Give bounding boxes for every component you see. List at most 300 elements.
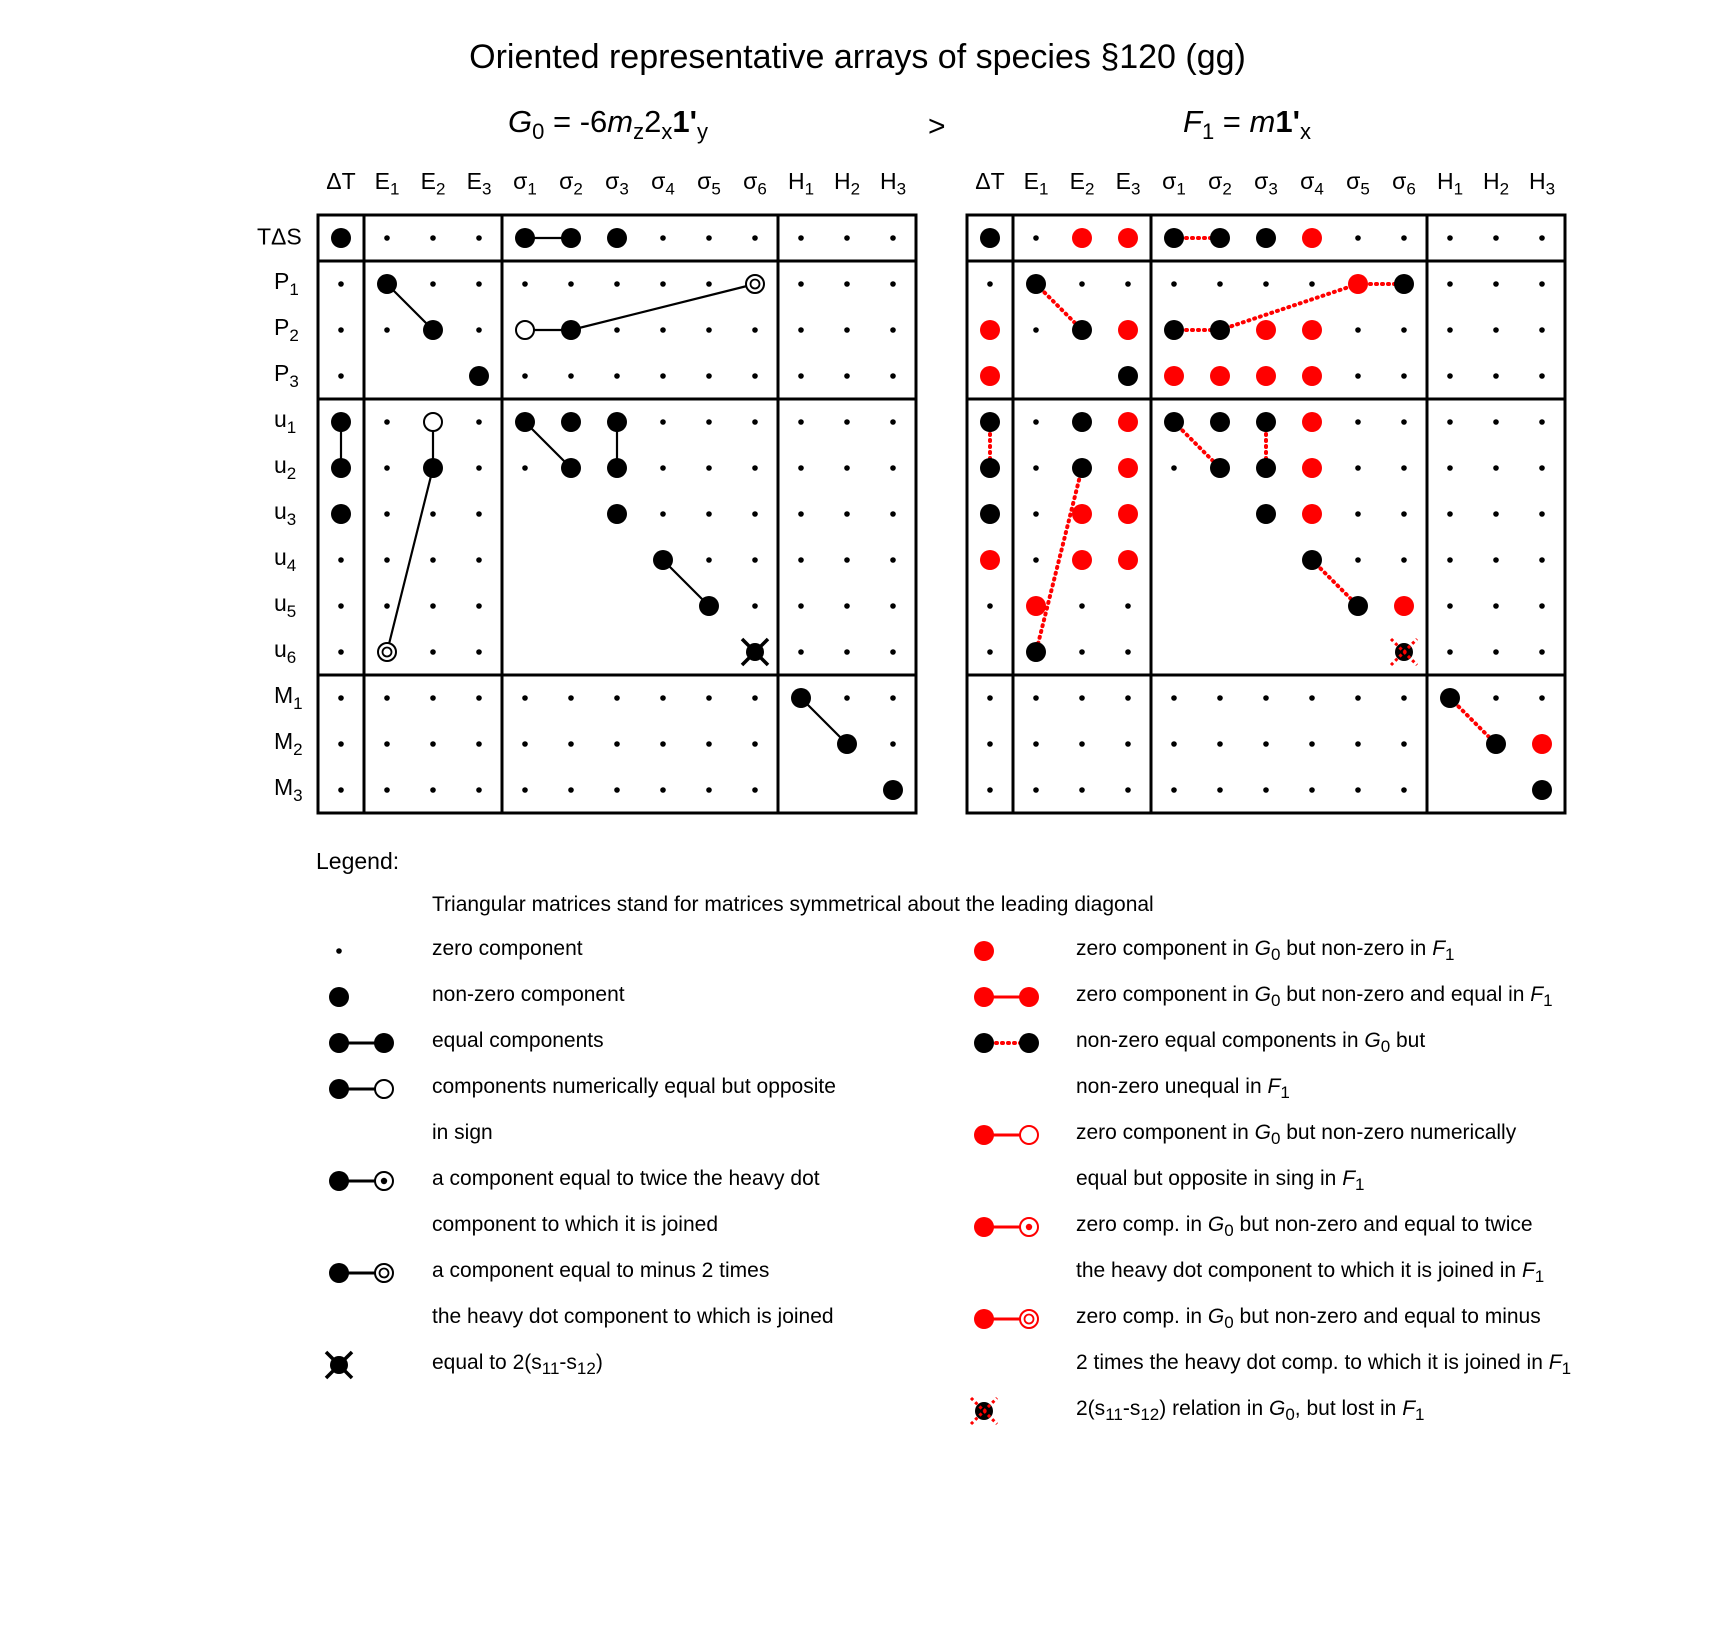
legend-dot-a <box>974 1309 994 1329</box>
zero-component-dot <box>1171 695 1177 701</box>
nonzero-component-dot <box>1072 412 1092 432</box>
legend-title: Legend: <box>316 848 400 874</box>
zero-component-dot <box>706 787 712 793</box>
zero-component-dot <box>1263 695 1269 701</box>
nonzero-component-dot <box>1210 458 1230 478</box>
legend-symbol-red-cross <box>971 1398 997 1424</box>
legend-zero-dot <box>336 948 342 954</box>
zero-component-dot <box>1493 281 1499 287</box>
zero-component-dot <box>844 235 850 241</box>
zero-component-dot <box>798 649 804 655</box>
legend-entry-text: zero component in $G_0$ but non-zero in $F_1$ <box>1076 937 1455 965</box>
zero-component-dot <box>1079 281 1085 287</box>
opposite-sign-circle <box>424 413 442 431</box>
nonzero-component-dot <box>331 504 351 524</box>
zero-component-dot <box>568 741 574 747</box>
nonzero-component-dot <box>561 458 581 478</box>
column-header: $H_1$ <box>1436 168 1464 199</box>
red-component-dot <box>1072 550 1092 570</box>
nonzero-component-dot <box>1394 274 1414 294</box>
legend-symbol-twice-link <box>329 1171 393 1191</box>
zero-component-dot <box>1447 327 1453 333</box>
legend-entry-text: zero component in $G_0$ but non-zero numerically <box>1076 1121 1517 1149</box>
zero-component-dot <box>1493 649 1499 655</box>
legend-entry-text: 2 times the heavy dot comp. to which it is joined in $F_1$ <box>1076 1351 1572 1379</box>
zero-component-dot <box>1033 465 1039 471</box>
column-header: $\sigma_3$ <box>1254 168 1278 199</box>
legend-open-circle <box>375 1080 393 1098</box>
comparison-symbol: > <box>928 110 946 143</box>
solid-link <box>571 284 755 330</box>
legend-symbol-equal-link <box>329 1033 394 1053</box>
zero-component-dot <box>476 649 482 655</box>
zero-component-dot <box>476 603 482 609</box>
nonzero-component-dot <box>515 412 535 432</box>
zero-component-dot <box>660 695 666 701</box>
nonzero-component-dot <box>607 228 627 248</box>
legend-dot-a <box>974 1217 994 1237</box>
zero-component-dot <box>430 787 436 793</box>
zero-component-dot <box>1033 741 1039 747</box>
zero-component-dot <box>1033 557 1039 563</box>
legend-entry-text: components numerically equal but opposite <box>432 1075 836 1098</box>
legend-entry-text: zero component <box>432 937 583 960</box>
zero-component-dot <box>1447 235 1453 241</box>
zero-component-dot <box>706 281 712 287</box>
nonzero-component-dot <box>423 320 443 340</box>
zero-component-dot <box>798 511 804 517</box>
red-component-dot <box>980 320 1000 340</box>
red-component-dot <box>1394 596 1414 616</box>
legend-entry-text: non-zero equal components in $G_0$ but <box>1076 1029 1426 1057</box>
legend-center-dot <box>381 1178 387 1184</box>
zero-component-dot <box>890 281 896 287</box>
zero-component-dot <box>430 741 436 747</box>
nonzero-component-dot <box>423 458 443 478</box>
column-header: $E_2$ <box>1069 168 1095 199</box>
zero-component-dot <box>1493 511 1499 517</box>
column-header: $H_3$ <box>1528 168 1556 199</box>
zero-component-dot <box>890 695 896 701</box>
zero-component-dot <box>752 327 758 333</box>
zero-component-dot <box>430 511 436 517</box>
zero-component-dot <box>1447 281 1453 287</box>
zero-component-dot <box>1033 327 1039 333</box>
zero-component-dot <box>1079 787 1085 793</box>
red-component-dot <box>1118 412 1138 432</box>
nonzero-component-dot <box>1118 366 1138 386</box>
nonzero-component-dot <box>469 366 489 386</box>
nonzero-component-dot <box>1072 458 1092 478</box>
zero-component-dot <box>752 373 758 379</box>
zero-component-dot <box>1539 603 1545 609</box>
red-component-dot <box>1302 412 1322 432</box>
zero-component-dot <box>476 465 482 471</box>
zero-component-dot <box>1539 419 1545 425</box>
nonzero-component-dot <box>1072 320 1092 340</box>
zero-component-dot <box>476 741 482 747</box>
nonzero-component-dot <box>1026 274 1046 294</box>
column-header: $H_2$ <box>1482 168 1510 199</box>
zero-component-dot <box>890 741 896 747</box>
red-component-dot <box>1026 596 1046 616</box>
column-header: $H_3$ <box>879 168 907 199</box>
zero-component-dot <box>1125 787 1131 793</box>
red-component-dot <box>1118 550 1138 570</box>
red-component-dot <box>1302 320 1322 340</box>
column-header: $\sigma_1$ <box>513 168 537 199</box>
zero-component-dot <box>1401 557 1407 563</box>
zero-component-dot <box>384 603 390 609</box>
zero-component-dot <box>338 741 344 747</box>
formula-f1: $F_1 = m1'_x$ <box>1183 104 1311 145</box>
nonzero-component-dot <box>1440 688 1460 708</box>
zero-component-dot <box>987 281 993 287</box>
zero-component-dot <box>660 235 666 241</box>
zero-component-dot <box>1493 557 1499 563</box>
zero-component-dot <box>844 649 850 655</box>
nonzero-component-dot <box>980 228 1000 248</box>
zero-component-dot <box>476 695 482 701</box>
zero-component-dot <box>1447 419 1453 425</box>
nonzero-component-dot <box>653 550 673 570</box>
legend-entry-text: in sign <box>432 1121 493 1144</box>
zero-component-dot <box>1493 327 1499 333</box>
zero-component-dot <box>798 603 804 609</box>
zero-component-dot <box>1309 741 1315 747</box>
zero-component-dot <box>1355 511 1361 517</box>
zero-component-dot <box>1217 741 1223 747</box>
legend-dot-a <box>974 987 994 1007</box>
red-component-dot <box>1164 366 1184 386</box>
zero-component-dot <box>1401 465 1407 471</box>
zero-component-dot <box>1539 511 1545 517</box>
zero-component-dot <box>1539 695 1545 701</box>
column-header: $\sigma_1$ <box>1162 168 1186 199</box>
legend-open-circle <box>375 1264 393 1282</box>
zero-component-dot <box>1401 787 1407 793</box>
zero-component-dot <box>660 741 666 747</box>
zero-component-dot <box>1309 695 1315 701</box>
legend-open-circle <box>1020 1126 1038 1144</box>
zero-component-dot <box>1309 787 1315 793</box>
zero-component-dot <box>1355 465 1361 471</box>
zero-component-dot <box>1447 511 1453 517</box>
red-component-dot <box>1348 274 1368 294</box>
zero-component-dot <box>1539 465 1545 471</box>
zero-component-dot <box>660 327 666 333</box>
zero-component-dot <box>1401 741 1407 747</box>
zero-component-dot <box>1171 465 1177 471</box>
column-header: $\sigma_5$ <box>697 168 721 199</box>
column-header: $\sigma_3$ <box>605 168 629 199</box>
nonzero-component-dot <box>607 504 627 524</box>
zero-component-dot <box>476 557 482 563</box>
nonzero-component-dot <box>1164 228 1184 248</box>
grid-f1 <box>967 215 1565 813</box>
zero-component-dot <box>522 281 528 287</box>
column-header: ΔT <box>326 168 356 194</box>
legend-dot-b <box>1019 1033 1039 1053</box>
zero-component-dot <box>1125 603 1131 609</box>
nonzero-component-dot <box>515 228 535 248</box>
column-header: ΔT <box>975 168 1005 194</box>
zero-component-dot <box>1539 281 1545 287</box>
zero-component-dot <box>706 373 712 379</box>
minus-two-circle <box>746 275 764 293</box>
legend-entry-text: non-zero unequal in $F_1$ <box>1076 1075 1290 1103</box>
zero-component-dot <box>338 373 344 379</box>
nonzero-component-dot <box>331 412 351 432</box>
zero-component-dot <box>1401 511 1407 517</box>
zero-component-dot <box>752 695 758 701</box>
legend-dot-a <box>329 1263 349 1283</box>
zero-component-dot <box>522 373 528 379</box>
legend-symbol-small-dot <box>336 948 342 954</box>
zero-component-dot <box>1493 235 1499 241</box>
zero-component-dot <box>1401 695 1407 701</box>
nonzero-component-dot <box>1026 642 1046 662</box>
zero-component-dot <box>476 327 482 333</box>
legend-entry-text: equal components <box>432 1029 604 1052</box>
zero-component-dot <box>384 235 390 241</box>
zero-component-dot <box>384 787 390 793</box>
nonzero-component-dot <box>699 596 719 616</box>
zero-component-dot <box>660 419 666 425</box>
zero-component-dot <box>1263 741 1269 747</box>
legend-entry-text: equal but opposite in sing in $F_1$ <box>1076 1167 1365 1195</box>
nonzero-component-dot <box>1210 412 1230 432</box>
zero-component-dot <box>614 327 620 333</box>
opposite-sign-circle <box>516 321 534 339</box>
zero-component-dot <box>752 419 758 425</box>
zero-component-dot <box>430 281 436 287</box>
zero-component-dot <box>1447 373 1453 379</box>
nonzero-component-dot <box>1256 412 1276 432</box>
zero-component-dot <box>1401 235 1407 241</box>
column-header: $E_2$ <box>420 168 446 199</box>
column-header: $H_2$ <box>833 168 861 199</box>
nonzero-component-dot <box>1302 550 1322 570</box>
row-label: $u_6$ <box>274 636 297 667</box>
zero-component-dot <box>660 281 666 287</box>
legend-entry-text: zero comp. in $G_0$ but non-zero and equal to twice <box>1076 1213 1533 1241</box>
legend-symbol-red-twice-link <box>974 1217 1038 1237</box>
red-component-dot <box>1302 228 1322 248</box>
zero-component-dot <box>1079 695 1085 701</box>
row-label: $M_1$ <box>274 682 303 713</box>
nonzero-component-dot <box>1256 458 1276 478</box>
zero-component-dot <box>338 787 344 793</box>
zero-component-dot <box>1447 603 1453 609</box>
minus-two-circle <box>378 643 396 661</box>
zero-component-dot <box>706 511 712 517</box>
zero-component-dot <box>844 373 850 379</box>
nonzero-component-dot <box>607 412 627 432</box>
zero-component-dot <box>1493 603 1499 609</box>
zero-component-dot <box>1539 373 1545 379</box>
zero-component-dot <box>798 373 804 379</box>
zero-component-dot <box>1033 419 1039 425</box>
legend-entry-text: component to which it is joined <box>432 1213 718 1236</box>
red-component-dot <box>1302 458 1322 478</box>
grid-g0 <box>318 215 916 813</box>
zero-component-dot <box>430 235 436 241</box>
row-label: $u_5$ <box>274 590 297 621</box>
zero-component-dot <box>476 235 482 241</box>
zero-component-dot <box>844 557 850 563</box>
legend-dot-b <box>1019 987 1039 1007</box>
zero-component-dot <box>1355 327 1361 333</box>
red-component-dot <box>1072 504 1092 524</box>
zero-component-dot <box>752 603 758 609</box>
column-header: $E_1$ <box>1023 168 1049 199</box>
zero-component-dot <box>798 465 804 471</box>
zero-component-dot <box>1033 511 1039 517</box>
zero-component-dot <box>890 603 896 609</box>
zero-component-dot <box>1033 235 1039 241</box>
zero-component-dot <box>844 327 850 333</box>
zero-component-dot <box>706 465 712 471</box>
zero-component-dot <box>987 787 993 793</box>
legend-entry-text: a component equal to twice the heavy dot <box>432 1167 820 1190</box>
zero-component-dot <box>1539 649 1545 655</box>
zero-component-dot <box>384 419 390 425</box>
legend-open-circle <box>1020 1310 1038 1328</box>
zero-component-dot <box>1539 235 1545 241</box>
nonzero-component-dot <box>837 734 857 754</box>
zero-component-dot <box>1171 281 1177 287</box>
zero-component-dot <box>798 235 804 241</box>
zero-component-dot <box>798 557 804 563</box>
nonzero-component-dot <box>331 458 351 478</box>
zero-component-dot <box>752 557 758 563</box>
zero-component-dot <box>1125 281 1131 287</box>
zero-component-dot <box>522 695 528 701</box>
legend-entry-text: $2(s_{11}-s_{12})$ relation in $G_0$, but lost in $F_1$ <box>1076 1397 1425 1425</box>
zero-component-dot <box>1125 741 1131 747</box>
legend-symbol-red-equal-link <box>974 987 1039 1007</box>
zero-component-dot <box>338 695 344 701</box>
zero-component-dot <box>1355 419 1361 425</box>
legend-entry-text: non-zero component <box>432 983 625 1006</box>
nonzero-component-dot <box>1164 412 1184 432</box>
zero-component-dot <box>1171 787 1177 793</box>
zero-component-dot <box>706 235 712 241</box>
zero-component-dot <box>1033 695 1039 701</box>
row-label: $P_3$ <box>274 360 299 391</box>
zero-component-dot <box>1493 419 1499 425</box>
zero-component-dot <box>1355 557 1361 563</box>
legend-symbol-red-opposite-link <box>974 1125 1038 1145</box>
red-component-dot <box>980 366 1000 386</box>
legend-entry-text: the heavy dot component to which is joined <box>432 1305 834 1328</box>
row-label: $M_2$ <box>274 728 303 759</box>
row-label: $u_2$ <box>274 452 297 483</box>
zero-component-dot <box>1309 281 1315 287</box>
zero-component-dot <box>987 695 993 701</box>
column-header: $E_3$ <box>1115 168 1141 199</box>
column-header: $\sigma_5$ <box>1346 168 1370 199</box>
zero-component-dot <box>614 281 620 287</box>
zero-component-dot <box>1447 465 1453 471</box>
nonzero-component-dot <box>1210 320 1230 340</box>
legend-symbol-cross <box>326 1352 352 1378</box>
zero-component-dot <box>430 557 436 563</box>
zero-component-dot <box>1355 235 1361 241</box>
red-component-dot <box>1072 228 1092 248</box>
zero-component-dot <box>476 281 482 287</box>
zero-component-dot <box>1355 787 1361 793</box>
formula-g0: $G_0 = -6m_z2_x1'_y$ <box>508 104 708 145</box>
nonzero-component-dot <box>791 688 811 708</box>
legend-dot-a <box>329 1171 349 1191</box>
zero-component-dot <box>614 695 620 701</box>
zero-component-dot <box>844 419 850 425</box>
zero-component-dot <box>338 603 344 609</box>
zero-component-dot <box>890 373 896 379</box>
zero-component-dot <box>660 787 666 793</box>
zero-component-dot <box>1355 741 1361 747</box>
zero-component-dot <box>614 741 620 747</box>
zero-component-dot <box>1079 603 1085 609</box>
red-component-dot <box>1210 366 1230 386</box>
nonzero-component-dot <box>561 320 581 340</box>
zero-component-dot <box>568 281 574 287</box>
zero-component-dot <box>706 327 712 333</box>
zero-component-dot <box>522 741 528 747</box>
nonzero-component-dot <box>561 228 581 248</box>
zero-component-dot <box>660 511 666 517</box>
legend-red-dot <box>974 941 994 961</box>
nonzero-component-dot <box>1486 734 1506 754</box>
legend-entry-text: zero comp. in $G_0$ but non-zero and equal to minus <box>1076 1305 1541 1333</box>
red-component-dot <box>1118 504 1138 524</box>
legend-note: Triangular matrices stand for matrices symmetrical about the leading diagonal <box>432 893 1154 916</box>
zero-component-dot <box>476 419 482 425</box>
nonzero-component-dot <box>331 228 351 248</box>
zero-component-dot <box>1539 327 1545 333</box>
zero-component-dot <box>844 465 850 471</box>
zero-component-dot <box>338 281 344 287</box>
zero-component-dot <box>1125 695 1131 701</box>
nonzero-component-dot <box>883 780 903 800</box>
zero-component-dot <box>430 695 436 701</box>
nonzero-component-dot <box>377 274 397 294</box>
zero-component-dot <box>568 373 574 379</box>
row-label: $M_3$ <box>274 774 303 805</box>
zero-component-dot <box>476 787 482 793</box>
red-component-dot <box>1302 366 1322 386</box>
zero-component-dot <box>1217 281 1223 287</box>
nonzero-component-dot <box>1164 320 1184 340</box>
zero-component-dot <box>568 695 574 701</box>
zero-component-dot <box>1263 281 1269 287</box>
red-component-dot <box>1256 366 1276 386</box>
zero-component-dot <box>844 281 850 287</box>
zero-component-dot <box>752 741 758 747</box>
red-component-dot <box>1532 734 1552 754</box>
zero-component-dot <box>476 511 482 517</box>
zero-component-dot <box>384 695 390 701</box>
legend-dot-a <box>329 1033 349 1053</box>
nonzero-component-dot <box>1256 504 1276 524</box>
nonzero-component-dot <box>980 458 1000 478</box>
zero-component-dot <box>1401 327 1407 333</box>
nonzero-component-dot <box>1256 228 1276 248</box>
legend-dot-b <box>374 1033 394 1053</box>
zero-component-dot <box>338 649 344 655</box>
